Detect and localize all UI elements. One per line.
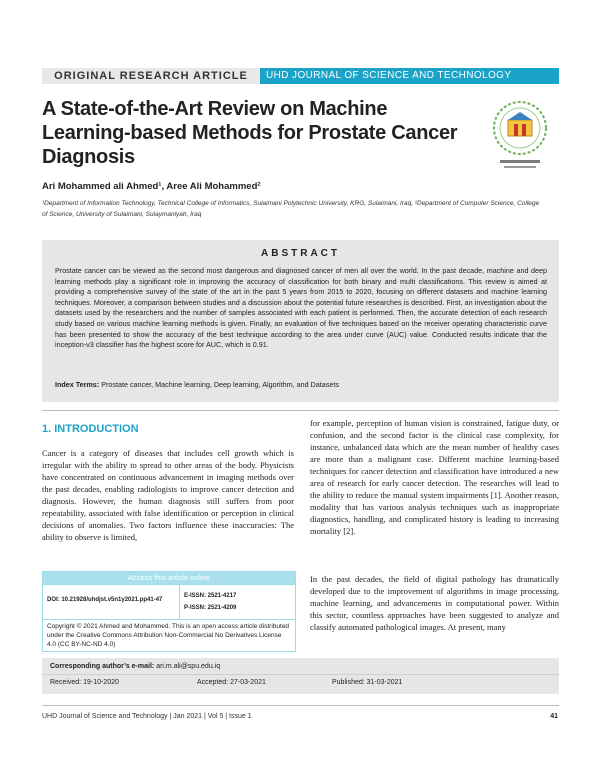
- index-terms-value: Prostate cancer, Machine learning, Deep learning, Algorithm, and Datasets: [101, 380, 339, 389]
- email-link[interactable]: ari.m.ali@spu.edu.iq: [156, 663, 221, 670]
- intro-paragraph-right-2: In the past decades, the field of digital pathology has dramatically developed due to the improvement of algorithms in image processing, machine learning, and advancements in computational power. Within this sector, countless approaches have been suggested to analyze and classify automated pathological images. At present, many: [310, 574, 559, 632]
- divider: [42, 674, 559, 675]
- divider: [42, 410, 559, 411]
- divider: [42, 705, 559, 706]
- access-online-box: [42, 571, 296, 652]
- license-text: Copyright © 2021 Ahmed and Mohammed. This is an open access article distributed under the Creative Commons Attribution Non-Commercial No Derivatives License 4.0 (CC BY-NC-ND 4.0): [43, 619, 295, 651]
- received-date: Received: 19-10-2020: [50, 679, 119, 686]
- author-list: Ari Mohammed ali Ahmed¹, Aree Ali Mohammed²: [42, 181, 261, 192]
- intro-paragraph-right-1: for example, perception of human vision is constrained, fatigue duty, or confusion, and the second factor is the clinical case complexity, for instance, unbalanced data which are the mean number of healthy cases are more than a malignant case. Different machine learning-based techniques for cancer detection and classification have introduced a new area of research for early cancer detection. The researches will lead to the ability to reduce the manual system impairments [1]. Another reason, modality that has various analysis techniques such as inappropriate diagnostics, handling, and complicated history is leading to increasing mortality [2].: [310, 418, 559, 536]
- university-logo: [478, 92, 562, 176]
- author-affiliations: ¹Department of Information Technology, Technical College of Informatics, Sulaimani Polytechnic University, KRG, Sulaimani, Iraq, ²Department of Computer Science, College of Science, University of Sulaimani, Sulaymaniyah, Iraq: [42, 200, 540, 218]
- issn-info: [180, 585, 295, 619]
- access-identifiers: [43, 584, 295, 619]
- index-terms: [55, 380, 547, 389]
- correspondence-panel: [42, 658, 559, 694]
- index-terms-label: Index Terms:: [55, 380, 100, 389]
- abstract-heading: ABSTRACT: [261, 248, 340, 259]
- article-type-label: ORIGINAL RESEARCH ARTICLE: [42, 68, 260, 84]
- access-heading: Access this article online: [43, 572, 295, 584]
- email-label: Corresponding author’s e-mail:: [50, 663, 155, 670]
- journal-footer: UHD Journal of Science and Technology | Jan 2021 | Vol 5 | Issue 1: [42, 713, 252, 720]
- paper-title: A State-of-the-Art Review on Machine Learning-based Methods for Prostate Cancer Diagnosis: [42, 98, 458, 168]
- accepted-date: Accepted: 27-03-2021: [197, 679, 266, 686]
- page-number: 41: [550, 713, 558, 720]
- intro-paragraph-left: Cancer is a category of diseases that includes cell growth which is irregular with the ability to spread to other areas of the body. Physicists have concentrated on continuous advancement in imaging methods over the past decades, enabling radiologists to improve cancer detection and diagnosis. However, the human diagnosis still suffers from poor repeatability, associated with false identification or perception in clinical decisions of anomalies. Two factors influence these inaccuracies: The ability to observe is limited,: [42, 448, 294, 542]
- corresponding-email-line: [50, 663, 220, 670]
- eissn: E-ISSN: 2521-4217: [184, 593, 237, 599]
- abstract-panel: [42, 240, 559, 402]
- journal-name-label: UHD JOURNAL OF SCIENCE AND TECHNOLOGY: [260, 68, 559, 84]
- abstract-text: Prostate cancer can be viewed as the second most dangerous and diagnosed cancer of men all over the world. In the past decade, machine and deep learning methods play a significant role in improving the accuracy of classification for both binary and multi classifications. This review is aimed at providing a comprehensive survey of the state of the art in the past 5 years from 2015 to 2020, focusing on different datasets and machine learning techniques. Moreover, a comparison between studies and a discussion about the potential future researches is described. First, an investigation about the datasets used by the researchers and the number of samples associated with each patient is performed. Then, the accurate detection of each research study based on various machine learning methods is given. Finally, an evaluation of five techniques based on the receiver operating characteristic curve has been presented to show the accuracy of the best technique according to the area under curve (AUC) value. Conducted results indicate that the inception-v3 classifier has the highest score for AUC, which is 0.91.: [55, 266, 547, 350]
- pissn: P-ISSN: 2521-4209: [184, 605, 237, 611]
- section-heading-introduction: 1. INTRODUCTION: [42, 423, 139, 435]
- doi-link[interactable]: DOI: 10.21928/uhdjst.v5n1y2021.pp41-47: [43, 585, 180, 619]
- article-type-banner: [42, 68, 559, 84]
- published-date: Published: 31-03-2021: [332, 679, 403, 686]
